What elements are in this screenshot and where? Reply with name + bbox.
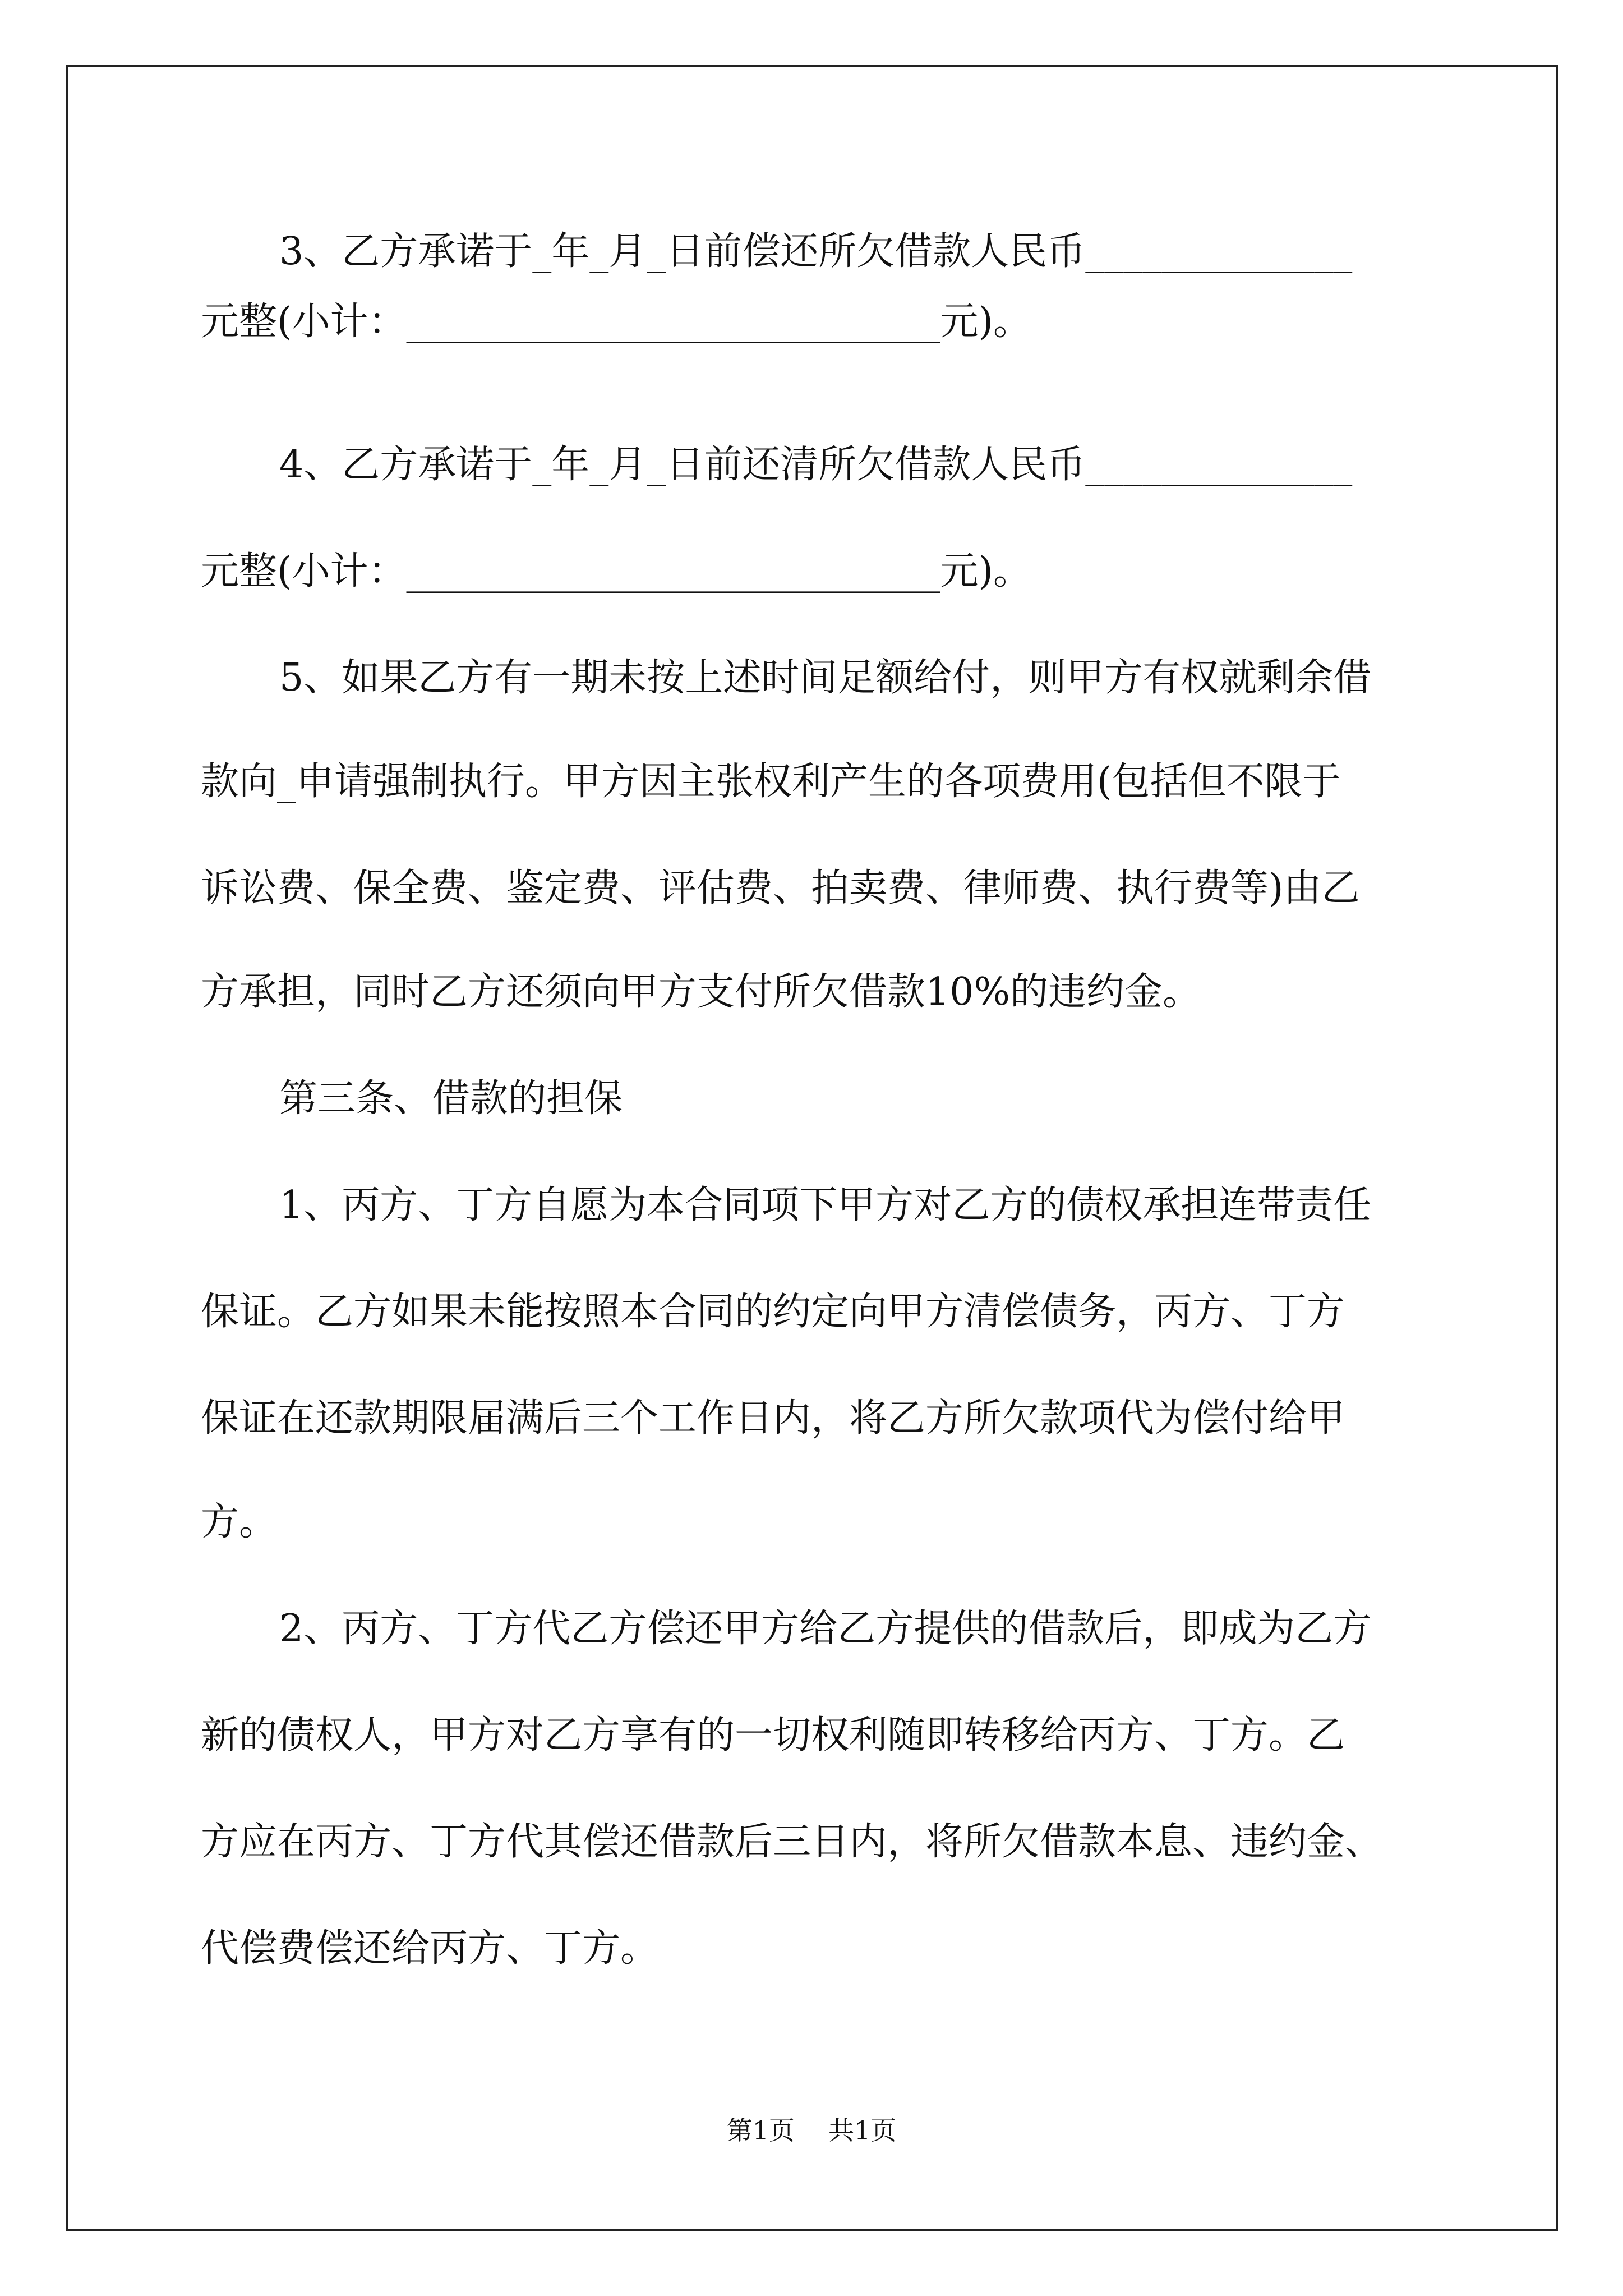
text-line-8: 方承担，同时乙方还须向甲方支付所欠借款10%的违约金。 [201,970,1201,1014]
text-line-2: 元整(小计：____________________________元)。 [201,300,1032,344]
page-footer [0,2115,1623,2146]
page-number: 第1页 [726,2115,795,2146]
text-line-6: 款向_申请强制执行。甲方因主张权利产生的各项费用(包括但不限于 [201,760,1341,804]
text-line-5: 5、如果乙方有一期未按上述时间足额给付，则甲方有权就剩余借 [279,656,1372,700]
text-line-13: 方。 [201,1500,278,1544]
text-line-16: 方应在丙方、丁方代其偿还借款后三日内，将所欠借款本息、违约金、 [201,1820,1384,1864]
text-line-11: 保证。乙方如果未能按照本合同的约定向甲方清偿债务，丙方、丁方 [201,1290,1345,1334]
text-line-15: 新的债权人，甲方对乙方享有的一切权利随即转移给丙方、丁方。乙 [201,1713,1345,1757]
text-line-3: 4、乙方承诺于_年_月_日前还清所欠借款人民币______________ [279,443,1353,487]
section-heading: 第三条、借款的担保 [279,1076,623,1121]
page-total: 共1页 [828,2115,897,2146]
text-line-4: 元整(小计：____________________________元)。 [201,549,1032,593]
page-border [66,65,1558,2231]
text-line-12: 保证在还款期限届满后三个工作日内，将乙方所欠款项代为偿付给甲 [201,1396,1345,1441]
text-line-1: 3、乙方承诺于_年_月_日前偿还所欠借款人民币______________ [279,229,1353,274]
text-line-10: 1、丙方、丁方自愿为本合同项下甲方对乙方的债权承担连带责任 [279,1183,1372,1227]
text-line-17: 代偿费偿还给丙方、丁方。 [201,1926,659,1971]
text-line-7: 诉讼费、保全费、鉴定费、评估费、拍卖费、律师费、执行费等)由乙 [201,866,1360,910]
text-line-14: 2、丙方、丁方代乙方偿还甲方给乙方提供的借款后，即成为乙方 [279,1607,1372,1651]
